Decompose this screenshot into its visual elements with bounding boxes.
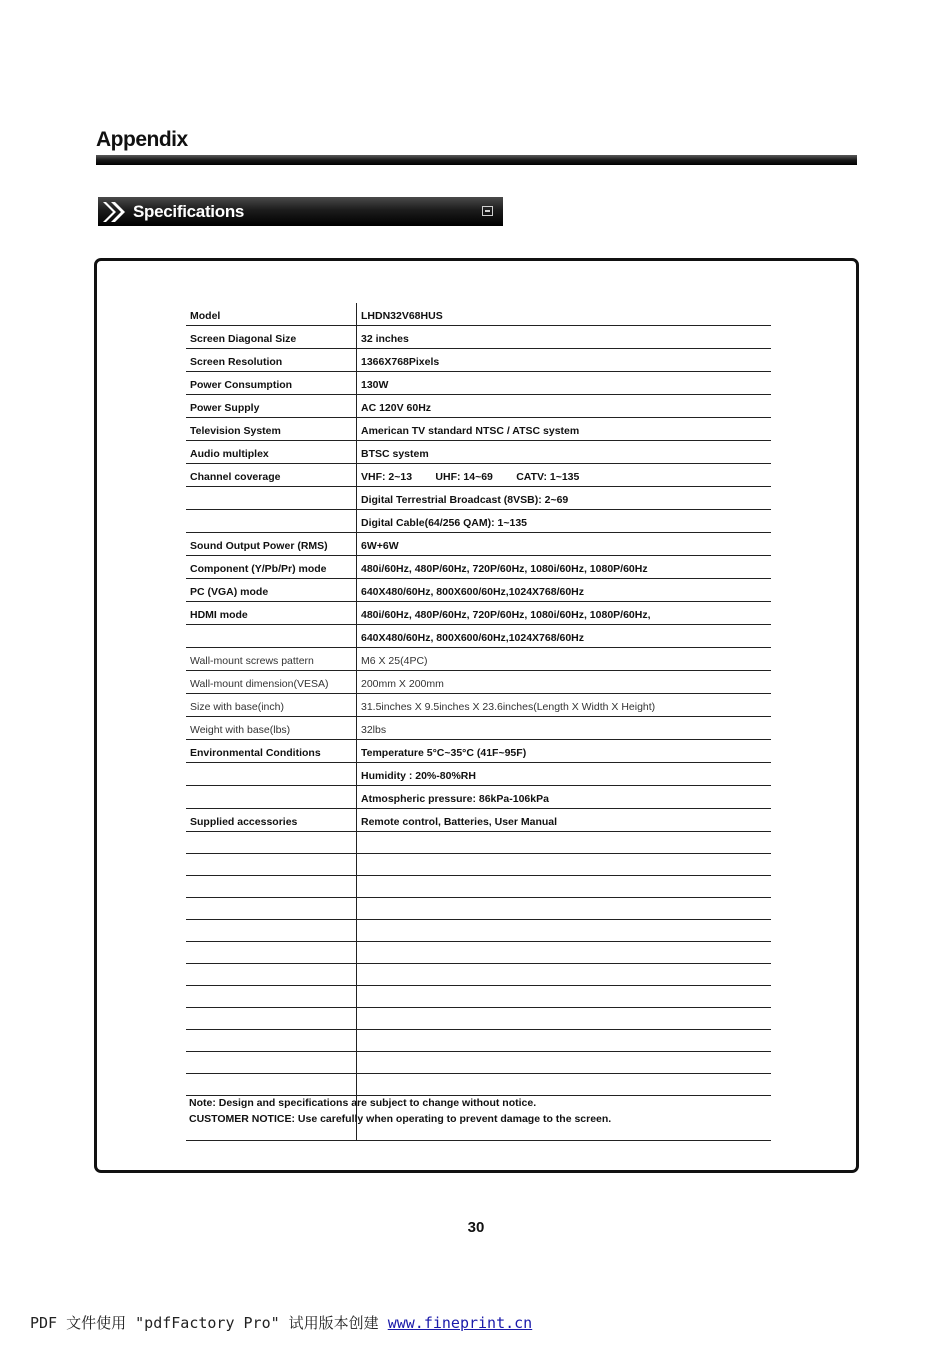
empty-cell [357,832,772,854]
table-row [186,1052,771,1074]
table-row [186,671,771,694]
table-row [186,602,771,625]
spec-value: Atmospheric pressure: 86kPa-106kPa [357,786,772,809]
spec-value: 640X480/60Hz, 800X600/60Hz,1024X768/60Hz [357,625,772,648]
table-row [186,533,771,556]
table-row [186,625,771,648]
table-row [186,876,771,898]
spec-value: American TV standard NTSC / ATSC system [357,418,772,441]
double-chevron-right-icon [102,201,128,223]
empty-cell [357,964,772,986]
spec-value: 32 inches [357,326,772,349]
table-row [186,556,771,579]
table-row [186,303,771,326]
table-row [186,648,771,671]
spec-label: Sound Output Power (RMS) [186,533,357,556]
empty-cell [357,986,772,1008]
table-row [186,579,771,602]
footer-link[interactable]: www.fineprint.cn [387,1314,533,1332]
table-row [186,326,771,349]
empty-cell [186,832,357,854]
table-row [186,1008,771,1030]
empty-cell [186,942,357,964]
spec-value: 200mm X 200mm [357,671,772,694]
spec-label: Model [186,303,357,326]
page-title: Appendix [96,128,188,151]
table-row [186,898,771,920]
empty-cell [357,854,772,876]
spec-value: BTSC system [357,441,772,464]
spec-value: M6 X 25(4PC) [357,648,772,671]
spec-label: Supplied accessories [186,809,357,832]
customer-notice: CUSTOMER NOTICE: Use carefully when operating to prevent damage to the screen. [189,1113,612,1125]
spec-label: Wall-mount screws pattern [186,648,357,671]
table-row [186,395,771,418]
spec-value: Temperature 5°C~35°C (41F~95F) [357,740,772,763]
spec-value: 480i/60Hz, 480P/60Hz, 720P/60Hz, 1080i/60Hz, 1080P/60Hz, [357,602,772,625]
spec-value: 6W+6W [357,533,772,556]
table-row [186,740,771,763]
table-row [186,441,771,464]
spec-label: Power Supply [186,395,357,418]
spec-label: Audio multiplex [186,441,357,464]
empty-cell [357,898,772,920]
spec-value: Remote control, Batteries, User Manual [357,809,772,832]
table-row [186,487,771,510]
spec-label: Environmental Conditions [186,740,357,763]
table-row [186,763,771,786]
spec-label [186,763,357,786]
empty-cell [186,920,357,942]
spec-label [186,487,357,510]
table-row [186,786,771,809]
title-rule [96,155,857,165]
table-row [186,854,771,876]
empty-cell [186,986,357,1008]
empty-cell [186,854,357,876]
spec-value: 130W [357,372,772,395]
spec-value: 31.5inches X 9.5inches X 23.6inches(Length X Width X Height) [357,694,772,717]
empty-cell [186,964,357,986]
collapse-icon [482,206,493,216]
spec-value: Digital Terrestrial Broadcast (8VSB): 2~69 [357,487,772,510]
table-row [186,418,771,441]
empty-cell [357,942,772,964]
section-label: Specifications [133,202,245,221]
table-row [186,1030,771,1052]
empty-cell [357,1008,772,1030]
table-row [186,809,771,832]
spec-label: Television System [186,418,357,441]
spec-label: Component (Y/Pb/Pr) mode [186,556,357,579]
table-row [186,1074,771,1096]
table-row [186,920,771,942]
table-row [186,349,771,372]
empty-cell [186,1008,357,1030]
spec-label: HDMI mode [186,602,357,625]
spec-value: 1366X768Pixels [357,349,772,372]
empty-cell [186,876,357,898]
table-row [186,832,771,854]
notes [189,1095,611,1127]
table-row [186,986,771,1008]
spec-label: PC (VGA) mode [186,579,357,602]
spec-value: VHF: 2~13 UHF: 14~69 CATV: 1~135 [357,464,772,487]
table-row [186,464,771,487]
table-row [186,964,771,986]
page-number: 30 [467,1219,485,1236]
spec-value: Humidity : 20%-80%RH [357,763,772,786]
spec-label [186,625,357,648]
spec-value: Digital Cable(64/256 QAM): 1~135 [357,510,772,533]
empty-cell [357,920,772,942]
empty-cell [186,1052,357,1074]
spec-value: 480i/60Hz, 480P/60Hz, 720P/60Hz, 1080i/60Hz, 1080P/60Hz [357,556,772,579]
table-row [186,694,771,717]
spec-label [186,786,357,809]
spec-value: LHDN32V68HUS [357,303,772,326]
spec-label [186,510,357,533]
empty-cell [357,1074,772,1096]
spec-label: Screen Resolution [186,349,357,372]
empty-cell [357,1030,772,1052]
empty-cell [186,1074,357,1096]
pdf-footer [30,1312,532,1333]
empty-cell [357,876,772,898]
spec-label: Channel coverage [186,464,357,487]
spec-value: 640X480/60Hz, 800X600/60Hz,1024X768/60Hz [357,579,772,602]
spec-label: Size with base(inch) [186,694,357,717]
table-row [186,942,771,964]
spec-label: Wall-mount dimension(VESA) [186,671,357,694]
spec-label: Screen Diagonal Size [186,326,357,349]
specifications-table [186,303,771,1141]
specifications-banner [98,197,503,226]
spec-label: Power Consumption [186,372,357,395]
empty-cell [186,898,357,920]
table-row [186,510,771,533]
spec-value: AC 120V 60Hz [357,395,772,418]
table-row [186,372,771,395]
spec-label: Weight with base(lbs) [186,717,357,740]
empty-cell [357,1052,772,1074]
design-note: Note: Design and specifications are subject to change without notice. [189,1097,537,1109]
spec-value: 32lbs [357,717,772,740]
empty-cell [186,1030,357,1052]
table-row [186,717,771,740]
footer-text: PDF 文件使用 "pdfFactory Pro" 试用版本创建 [30,1314,379,1332]
